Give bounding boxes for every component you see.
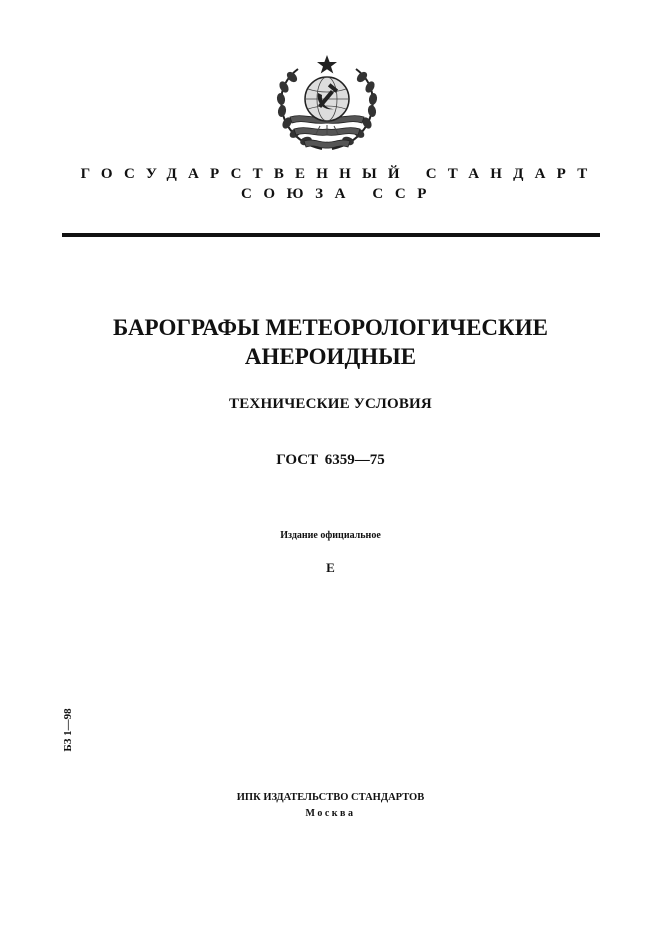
publisher-name: ИПК ИЗДАТЕЛЬСТВО СТАНДАРТОВ <box>236 792 425 803</box>
edition-label: Издание официальное <box>280 530 381 541</box>
standard-number: ГОСТ 6359—75 <box>276 452 385 468</box>
ussr-state-emblem-icon <box>272 53 382 161</box>
header-state-standard: ГОСУДАРСТВЕННЫЙ СТАНДАРТ <box>80 166 599 182</box>
side-code: БЗ 1—98 <box>62 708 74 752</box>
edition-letter: Е <box>326 560 335 575</box>
horizontal-divider <box>62 233 600 237</box>
document-subtitle: ТЕХНИЧЕСКИЕ УСЛОВИЯ <box>229 396 432 412</box>
document-title-line-2: АНЕРОИДНЫЕ <box>244 344 417 369</box>
document-title-line-1: БАРОГРАФЫ МЕТЕОРОЛОГИЧЕСКИЕ <box>113 315 548 340</box>
header-ussr: СОЮЗА ССР <box>240 186 439 202</box>
publisher-city: Москва <box>305 808 356 819</box>
